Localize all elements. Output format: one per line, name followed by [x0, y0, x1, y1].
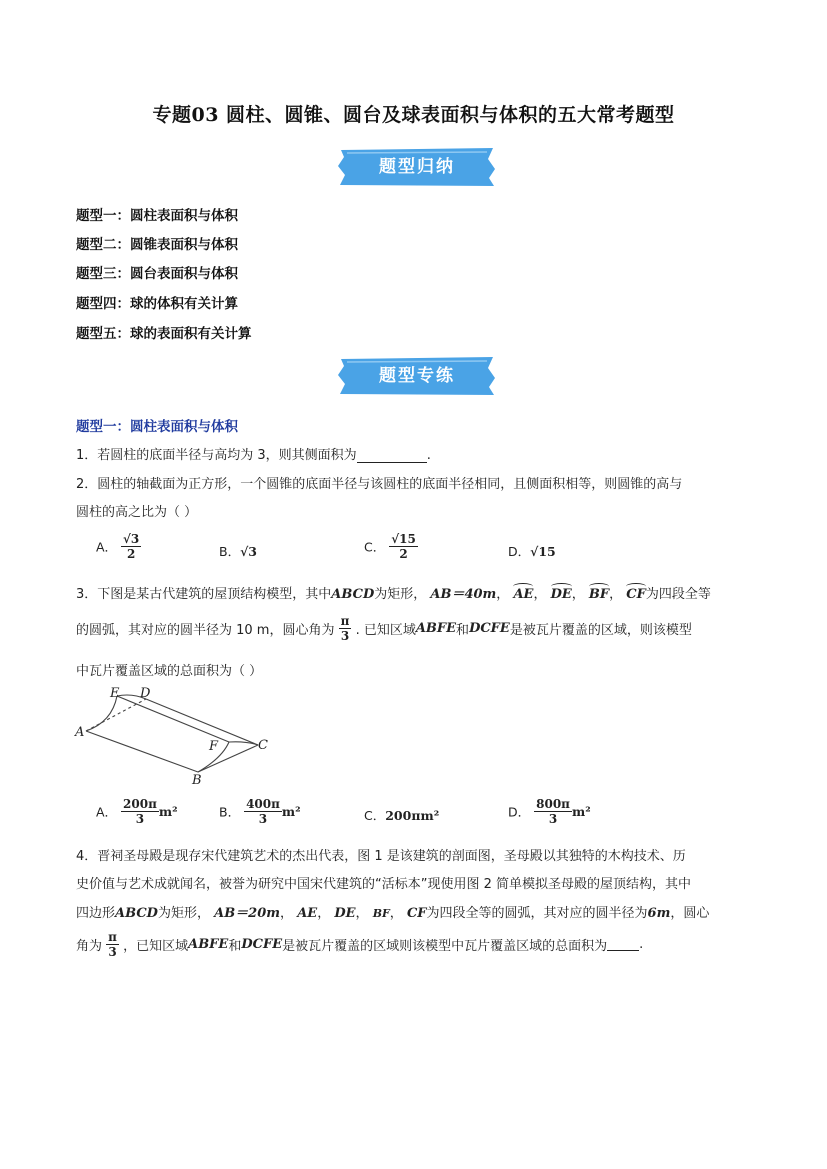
q3-line3: 中瓦片覆盖区域的总面积为（ ）: [76, 664, 263, 679]
q4-line3-a: 四边形: [76, 906, 116, 921]
q3-d-den: 3: [548, 812, 558, 826]
q3-roof-figure: [72, 684, 282, 786]
q3-arc-ae: AE: [513, 587, 534, 602]
q3-option-d-fraction: [534, 797, 572, 826]
category-5: 题型五：球的表面积有关计算: [76, 326, 252, 342]
q4-comma-4: ，: [389, 906, 403, 921]
q3-d-num: 800π: [536, 797, 570, 811]
banner-practice-label: 题型专练: [379, 366, 455, 386]
q3-option-c-label: C．: [364, 808, 386, 823]
q3-arc-de: DE: [550, 587, 572, 602]
q3-line1: 3．下图是某古代建筑的屋顶结构模型，其中ABCD为矩形， AB＝40m， AE， DE， BF， CF为四段全等: [76, 587, 711, 602]
q3-option-d-label: D．: [508, 804, 531, 820]
q3-d-unit: m²: [571, 804, 591, 819]
edge-bc: [198, 745, 258, 772]
q3-option-d[interactable]: [508, 797, 591, 826]
q3-a-num: 200π: [123, 797, 157, 811]
q3-and: 和: [456, 623, 470, 638]
q4-blank[interactable]: [607, 938, 639, 951]
category-4: 题型四：球的体积有关计算: [76, 296, 238, 312]
q3-option-b[interactable]: [219, 797, 301, 826]
label-e: E: [110, 686, 120, 701]
q3-arc-cf: CF: [626, 587, 646, 602]
q3-a-unit: m²: [158, 804, 178, 819]
category-3: 题型三：圆台表面积与体积: [76, 266, 238, 282]
q3-line1-c: 为四段全等: [645, 587, 711, 602]
q4-ae: AE: [297, 906, 318, 921]
label-c: C: [258, 738, 268, 753]
q4-ab: AB＝20m: [214, 906, 281, 921]
question-1: [76, 444, 431, 463]
ridge-ef: [117, 696, 229, 742]
q2-option-d[interactable]: [508, 542, 556, 560]
q4-de: DE: [334, 906, 356, 921]
q2-c-den: 2: [399, 547, 408, 561]
q2-option-d-label: D．: [508, 544, 531, 559]
q4-line1: 4．晋祠圣母殿是现存宋代建筑艺术的杰出代表，图 1 是该建筑的剖面图，圣母殿以其独特的木构技术、历: [76, 849, 686, 864]
q3-line2-b: . 已知区域: [355, 623, 416, 638]
q2-b-value: √3: [240, 544, 257, 559]
q3-option-a[interactable]: [96, 797, 178, 826]
q4-bf: BF: [372, 907, 390, 920]
q3-c-value: 200πm²: [385, 808, 440, 823]
q2-option-a-fraction: [121, 532, 141, 561]
q4-pi-fraction: [106, 930, 119, 959]
q3-line2: [76, 614, 692, 643]
banner-practice: [337, 356, 497, 396]
label-f: F: [209, 739, 219, 754]
q3-pi-num: π: [340, 614, 350, 628]
q3-b-den: 3: [258, 812, 268, 826]
q2-option-a-label: A．: [96, 539, 118, 555]
q4-abcd: ABCD: [115, 906, 158, 921]
q3-b-unit: m²: [281, 804, 301, 819]
page-title: 专题03 圆柱、圆锥、圆台及球表面积与体积的五大常考题型: [152, 104, 675, 126]
q3-abfe: ABFE: [415, 621, 457, 636]
q4-comma-2: ，: [317, 906, 331, 921]
q2-line2: 圆柱的高之比为（ ）: [76, 505, 198, 520]
q2-option-b-label: B．: [219, 544, 241, 559]
q4-pi-den: 3: [108, 945, 117, 959]
q4-radius: 6m: [647, 906, 671, 921]
q4-line4-c: 是被瓦片覆盖的区域则该模型中瓦片覆盖区域的总面积为: [282, 939, 608, 954]
q4-line3-d: ，圆心: [670, 906, 710, 921]
category-2: 题型二：圆锥表面积与体积: [76, 237, 238, 253]
q1-text: 1．若圆柱的底面半径与高均为 3，则其侧面积为: [76, 448, 357, 463]
q2-option-c[interactable]: [364, 532, 418, 561]
q3-option-a-fraction: [121, 797, 159, 826]
q4-line3-c: 为四段全等的圆弧，其对应的圆半径为: [426, 906, 648, 921]
q2-a-den: 2: [126, 547, 136, 561]
q3-arc-bf: BF: [588, 587, 610, 602]
q4-line3-b: 为矩形，: [157, 906, 210, 921]
label-d: D: [140, 686, 151, 701]
q2-a-num: √3: [123, 532, 140, 546]
q2-option-c-label: C．: [364, 539, 386, 555]
q3-ab: AB＝40m: [430, 587, 497, 602]
q4-comma-3: ，: [355, 906, 369, 921]
edge-dc: [146, 699, 258, 745]
edge-ab: [86, 731, 198, 772]
q3-line1-a: 3．下图是某古代建筑的屋顶结构模型，其中: [76, 587, 332, 602]
category-1: 题型一：圆柱表面积与体积: [76, 208, 238, 224]
q4-abfe: ABFE: [188, 937, 229, 952]
q3-option-b-fraction: [244, 797, 282, 826]
q3-abcd: ABCD: [331, 587, 375, 602]
banner-summary: [337, 147, 497, 187]
q3-dcfe: DCFE: [469, 621, 510, 636]
q2-option-c-fraction: [389, 532, 418, 561]
q3-line1-b: 为矩形，: [374, 587, 427, 602]
arc-cf: [229, 742, 258, 745]
q3-line2-c: 是被瓦片覆盖的区域，则该模型: [509, 623, 692, 638]
q3-option-c[interactable]: [364, 806, 439, 824]
q4-line4-a: 角为: [76, 939, 103, 954]
q4-and: 和: [228, 939, 242, 954]
q3-pi-den: 3: [340, 629, 350, 643]
q2-option-a[interactable]: [96, 532, 141, 561]
q2-c-num: √15: [391, 532, 416, 546]
banner-summary-label: 题型归纳: [379, 157, 455, 177]
section-heading: 题型一：圆柱表面积与体积: [76, 419, 238, 435]
q4-end: .: [639, 937, 644, 952]
q4-cf: CF: [406, 906, 427, 921]
q4-line4: [76, 930, 643, 959]
q3-option-a-label: A．: [96, 804, 118, 820]
q1-blank[interactable]: [357, 462, 427, 463]
q3-b-num: 400π: [246, 797, 280, 811]
q3-line2-a: 的圆弧，其对应的圆半径为 10 m，圆心角为: [76, 623, 335, 638]
label-a: A: [75, 725, 85, 740]
q2-line1: 2．圆柱的轴截面为正方形，一个圆锥的底面半径与该圆柱的底面半径相同，且侧面积相等，则圆锥的高与: [76, 477, 683, 492]
q4-comma-1: ，: [280, 906, 294, 921]
q1-end: .: [426, 448, 431, 463]
q3-option-b-label: B．: [219, 804, 241, 820]
q4-pi-num: π: [108, 930, 117, 944]
q3-pi-fraction: [339, 614, 352, 643]
q4-line3: [76, 902, 709, 921]
arc-ae: [86, 696, 117, 731]
q4-line4-b: ，已知区域: [123, 939, 189, 954]
q4-line2: 史价值与艺术成就闻名，被誉为研究中国宋代建筑的“活标本”现使用图 2 简单模拟圣母殿的屋顶结构，其中: [76, 877, 692, 892]
q4-dcfe: DCFE: [241, 937, 283, 952]
label-b: B: [192, 773, 202, 786]
q2-d-value: √15: [530, 544, 556, 559]
q3-a-den: 3: [135, 812, 145, 826]
q2-option-b[interactable]: [219, 542, 257, 560]
